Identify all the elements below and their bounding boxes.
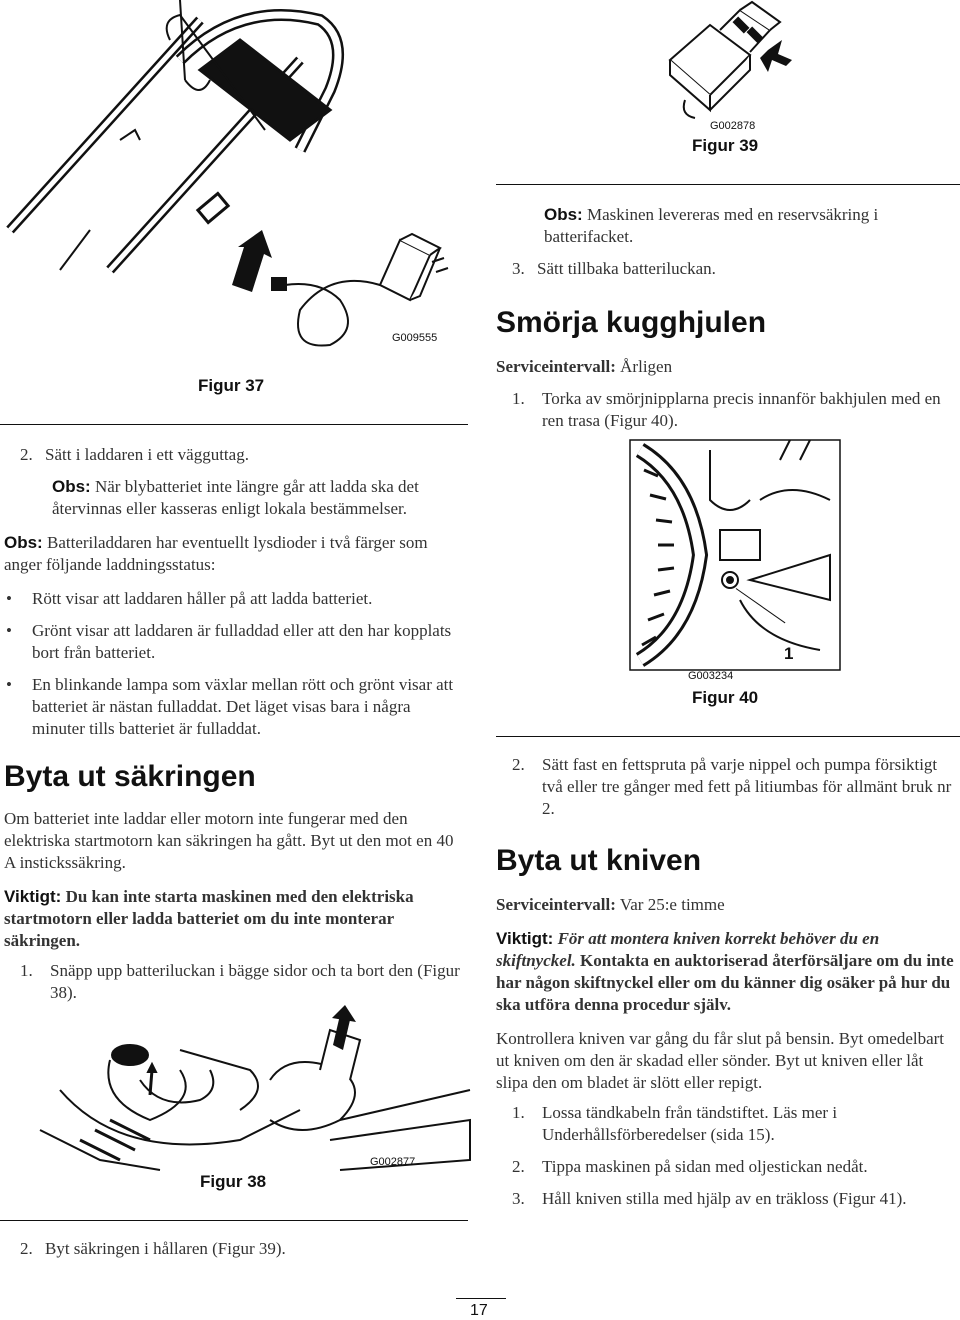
figure-37-illustration (0, 0, 470, 370)
step-3-cover (512, 258, 952, 280)
step-text: Sätt tillbaka batteriluckan. (537, 259, 716, 278)
note-text: Maskinen levereras med en reservsäkring i batterifacket. (544, 205, 879, 246)
note-label: Obs: (52, 477, 91, 496)
note-leds (4, 532, 466, 576)
list-item: • En blinkande lampa som växlar mellan rött och grönt visar att batteriet är nästan fulladdat. Det läget visas bara i några minuter tills batteriet är fulladdat. (6, 675, 454, 738)
step-text: Sätt i laddaren i ett vägguttag. (45, 445, 249, 464)
service-interval-blade (496, 894, 956, 916)
note-text: Batteriladdaren har eventuellt lysdioder i två färger som anger följande laddningsstatus: (4, 533, 428, 574)
step-number: 1. (512, 1103, 525, 1122)
step-text: Sätt fast en fettspruta på varje nippel och pumpa försiktigt två eller tre gånger med fett på litiumbas för allmänt bruk nr 2. (542, 755, 952, 818)
blade-step-1 (512, 1102, 952, 1146)
figure-40-rule (496, 736, 960, 737)
bullet-list (4, 588, 466, 740)
important-text: Du kan inte starta maskinen med den elektriska startmotorn eller ladda batteriet om du inte monterar säkringen. (4, 887, 414, 950)
step-number: 1. (20, 961, 33, 980)
service-interval-gears (496, 356, 956, 378)
service-label: Serviceintervall: (496, 357, 616, 376)
figure-39-rule (496, 184, 960, 185)
figure-38-rule (0, 1220, 468, 1221)
figure-40-code: G003234 (688, 670, 734, 682)
figure-40-illustration (630, 440, 840, 670)
bullet-icon: • (6, 589, 12, 608)
footer-rule (456, 1298, 506, 1299)
step-number: 3. (512, 1189, 525, 1208)
figure-40-callout: 1 (784, 644, 794, 663)
step-number: 2. (20, 445, 33, 464)
figure-40-caption: Figur 40 (692, 688, 759, 707)
list-item: • Grönt visar att laddaren är fulladdad eller att den har kopplats bort från batteriet. (6, 621, 452, 662)
bullet-icon: • (6, 621, 12, 640)
gears-step-2 (512, 754, 952, 820)
step-2-charger (20, 444, 460, 466)
heading-gears: Smörja kugghjulen (496, 306, 767, 339)
service-value: Var 25:e timme (619, 895, 725, 914)
page-number: 17 (470, 1302, 488, 1319)
figure-37-code: G009555 (392, 332, 438, 344)
figure-39-illustration (640, 0, 800, 120)
note-label: Obs: (544, 205, 583, 224)
step-text: Snäpp upp batteriluckan i bägge sidor och ta bort den (Figur 38). (50, 961, 460, 1002)
step-text: Håll kniven stilla med hjälp av en träkloss (Figur 41). (542, 1189, 907, 1208)
blade-step-2 (512, 1156, 952, 1178)
step-number: 2. (20, 1239, 33, 1258)
note-recycle (52, 476, 464, 520)
step-text: Torka av smörjnipplarna precis innanför bakhjulen med en ren trasa (Figur 40). (542, 389, 941, 430)
step-number: 1. (512, 389, 525, 408)
step-number: 2. (512, 1157, 525, 1176)
note-text: När blybatteriet inte längre går att ladda ska det återvinnas eller kasseras enligt lokala bestämmelser. (52, 477, 419, 518)
step-text: Tippa maskinen på sidan med oljestickan nedåt. (542, 1157, 868, 1176)
important-italic-text: För att montera kniven korrekt behöver du en skiftnyckel. (496, 929, 880, 970)
step-text: Lossa tändkabeln från tändstiftet. Läs mer i Underhållsförberedelser (sida 15). (542, 1103, 838, 1144)
step-2-fuse (20, 1238, 460, 1260)
figure-39-caption: Figur 39 (692, 136, 759, 155)
step-1-cover (20, 960, 460, 1004)
figure-37-rule (0, 424, 468, 425)
note-label: Obs: (4, 533, 43, 552)
heading-blade: Byta ut kniven (496, 844, 702, 877)
blade-step-3 (512, 1188, 952, 1210)
important-text: Kontakta en auktoriserad återförsäljare om du inte har någon skiftnyckel eller om du känner dig osäker på hur du ska utföra denna procedur själv. (496, 951, 954, 1014)
blade-paragraph: Kontrollera kniven var gång du får slut på bensin. Byt omedelbart ut kniven om den är skadad eller sönder. Byt ut kniven eller låt slipa den om bladet är slött eller repigt. (496, 1029, 945, 1092)
important-blade (496, 928, 954, 1016)
figure-38-caption: Figur 38 (200, 1172, 267, 1191)
step-number: 3. (512, 259, 525, 278)
figure-38-illustration (40, 1010, 470, 1170)
important-label: Viktigt: (496, 929, 554, 948)
important-fuse (4, 886, 466, 952)
figure-38-code: G002877 (370, 1156, 416, 1168)
service-value: Årligen (620, 357, 673, 376)
service-label: Serviceintervall: (496, 895, 616, 914)
bullet-icon: • (6, 675, 12, 694)
note-spare-fuse (544, 204, 954, 248)
list-item: • Rött visar att laddaren håller på att ladda batteriet. (6, 589, 373, 608)
important-label: Viktigt: (4, 887, 62, 906)
gears-step-1 (512, 388, 952, 432)
fuse-paragraph: Om batteriet inte laddar eller motorn inte fungerar med den elektriska startmotorn kan säkringen ha gått. Byt ut den mot en 40 A instickssäkring. (4, 809, 454, 872)
heading-fuse: Byta ut säkringen (4, 760, 256, 793)
step-number: 2. (512, 755, 525, 774)
step-text: Byt säkringen i hållaren (Figur 39). (45, 1239, 286, 1258)
figure-37-caption: Figur 37 (198, 376, 265, 395)
figure-39-code: G002878 (710, 120, 756, 132)
